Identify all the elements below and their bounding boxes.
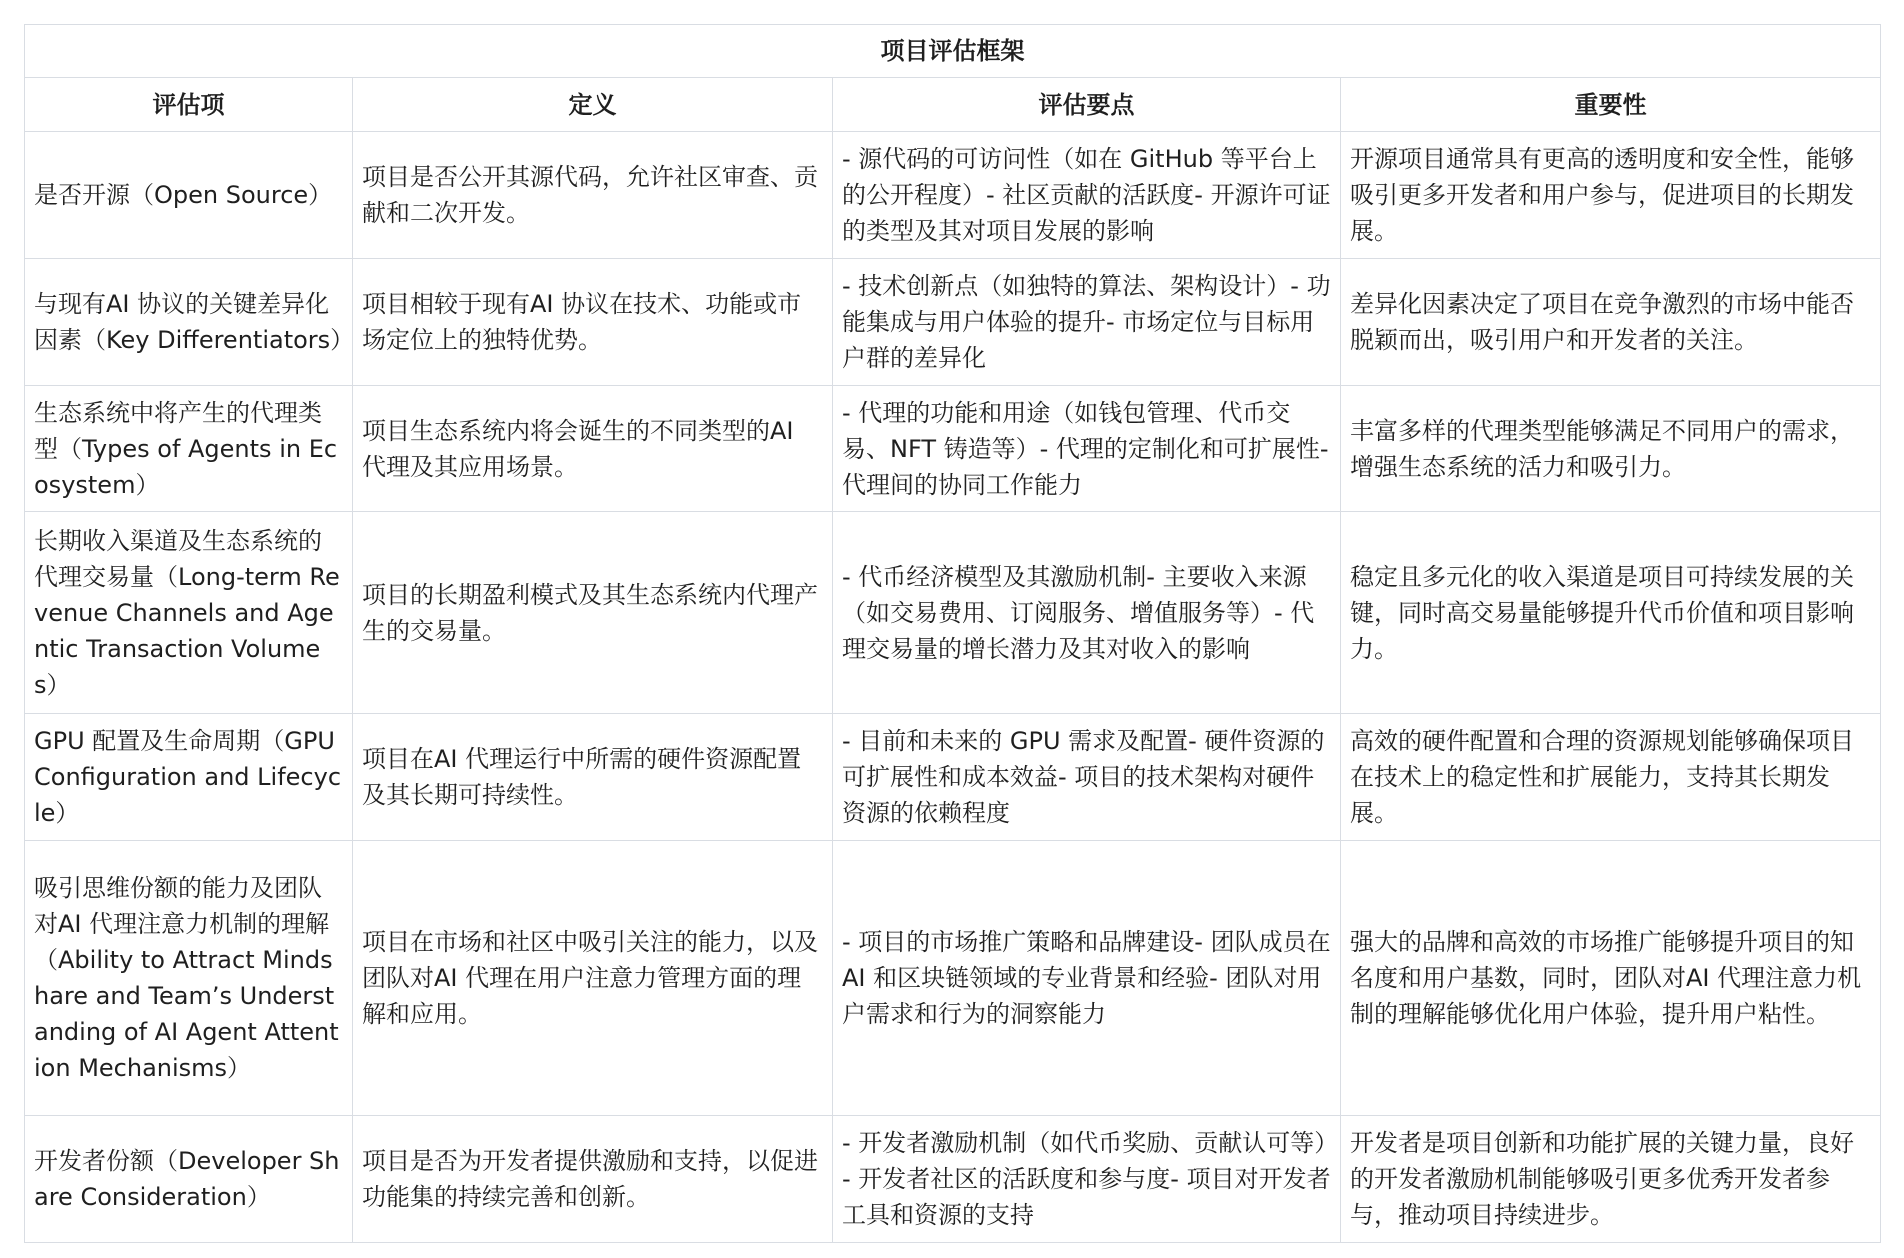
cell-importance: 强大的品牌和高效的市场推广能够提升项目的知名度和用户基数，同时，团队对AI 代理注意力机制的理解能够优化用户体验，提升用户粘性。 (1341, 841, 1881, 1116)
cell-importance: 丰富多样的代理类型能够满足不同用户的需求，增强生态系统的活力和吸引力。 (1341, 386, 1881, 512)
cell-importance: 高效的硬件配置和合理的资源规划能够确保项目在技术上的稳定性和扩展能力，支持其长期发展。 (1341, 714, 1881, 841)
cell-definition: 项目相较于现有AI 协议在技术、功能或市场定位上的独特优势。 (353, 259, 833, 386)
cell-points: - 代币经济模型及其激励机制- 主要收入来源（如交易费用、订阅服务、增值服务等）- 代理交易量的增长潜力及其对收入的影响 (833, 512, 1341, 714)
header-importance: 重要性 (1341, 78, 1881, 132)
cell-item: 是否开源（Open Source） (25, 132, 353, 259)
header-key-points: 评估要点 (833, 78, 1341, 132)
cell-definition: 项目的长期盈利模式及其生态系统内代理产生的交易量。 (353, 512, 833, 714)
cell-points: - 源代码的可访问性（如在 GitHub 等平台上的公开程度）- 社区贡献的活跃度- 开源许可证的类型及其对项目发展的影响 (833, 132, 1341, 259)
cell-points: - 项目的市场推广策略和品牌建设- 团队成员在 AI 和区块链领域的专业背景和经验- 团队对用户需求和行为的洞察能力 (833, 841, 1341, 1116)
table-row (25, 1116, 1881, 1243)
cell-importance: 稳定且多元化的收入渠道是项目可持续发展的关键，同时高交易量能够提升代币价值和项目影响力。 (1341, 512, 1881, 714)
evaluation-framework-table (24, 24, 1881, 1243)
cell-definition: 项目是否为开发者提供激励和支持，以促进功能集的持续完善和创新。 (353, 1116, 833, 1243)
cell-definition: 项目在市场和社区中吸引关注的能力，以及团队对AI 代理在用户注意力管理方面的理解和应用。 (353, 841, 833, 1116)
table-header-row (25, 78, 1881, 132)
cell-importance: 开源项目通常具有更高的透明度和安全性，能够吸引更多开发者和用户参与，促进项目的长期发展。 (1341, 132, 1881, 259)
table-row (25, 512, 1881, 714)
cell-importance: 差异化因素决定了项目在竞争激烈的市场中能否脱颖而出，吸引用户和开发者的关注。 (1341, 259, 1881, 386)
table-row (25, 714, 1881, 841)
cell-points: - 开发者激励机制（如代币奖励、贡献认可等）- 开发者社区的活跃度和参与度- 项目对开发者工具和资源的支持 (833, 1116, 1341, 1243)
table-row (25, 259, 1881, 386)
table-row (25, 132, 1881, 259)
cell-definition: 项目生态系统内将会诞生的不同类型的AI 代理及其应用场景。 (353, 386, 833, 512)
cell-item: 开发者份额（Developer Share Consideration） (25, 1116, 353, 1243)
evaluation-table-container (24, 24, 1880, 1243)
cell-item: 生态系统中将产生的代理类型（Types of Agents in Ecosystem） (25, 386, 353, 512)
header-evaluation-item: 评估项 (25, 78, 353, 132)
cell-importance: 开发者是项目创新和功能扩展的关键力量，良好的开发者激励机制能够吸引更多优秀开发者参与，推动项目持续进步。 (1341, 1116, 1881, 1243)
cell-item: 吸引思维份额的能力及团队对AI 代理注意力机制的理解（Ability to Attract Mindshare and Team’s Understanding of AI Agent Attention Mechanisms） (25, 841, 353, 1116)
table-row (25, 841, 1881, 1116)
table-row (25, 386, 1881, 512)
cell-definition: 项目是否公开其源代码，允许社区审查、贡献和二次开发。 (353, 132, 833, 259)
cell-points: - 技术创新点（如独特的算法、架构设计）- 功能集成与用户体验的提升- 市场定位与目标用户群的差异化 (833, 259, 1341, 386)
table-title: 项目评估框架 (25, 25, 1881, 78)
table-title-row (25, 25, 1881, 78)
header-definition: 定义 (353, 78, 833, 132)
cell-definition: 项目在AI 代理运行中所需的硬件资源配置及其长期可持续性。 (353, 714, 833, 841)
cell-item: 与现有AI 协议的关键差异化因素（Key Differentiators） (25, 259, 353, 386)
cell-item: GPU 配置及生命周期（GPU Configuration and Lifecycle） (25, 714, 353, 841)
cell-points: - 目前和未来的 GPU 需求及配置- 硬件资源的可扩展性和成本效益- 项目的技术架构对硬件资源的依赖程度 (833, 714, 1341, 841)
cell-item: 长期收入渠道及生态系统的代理交易量（Long-term Revenue Channels and Agentic Transaction Volumes） (25, 512, 353, 714)
cell-points: - 代理的功能和用途（如钱包管理、代币交易、NFT 铸造等）- 代理的定制化和可扩展性- 代理间的协同工作能力 (833, 386, 1341, 512)
